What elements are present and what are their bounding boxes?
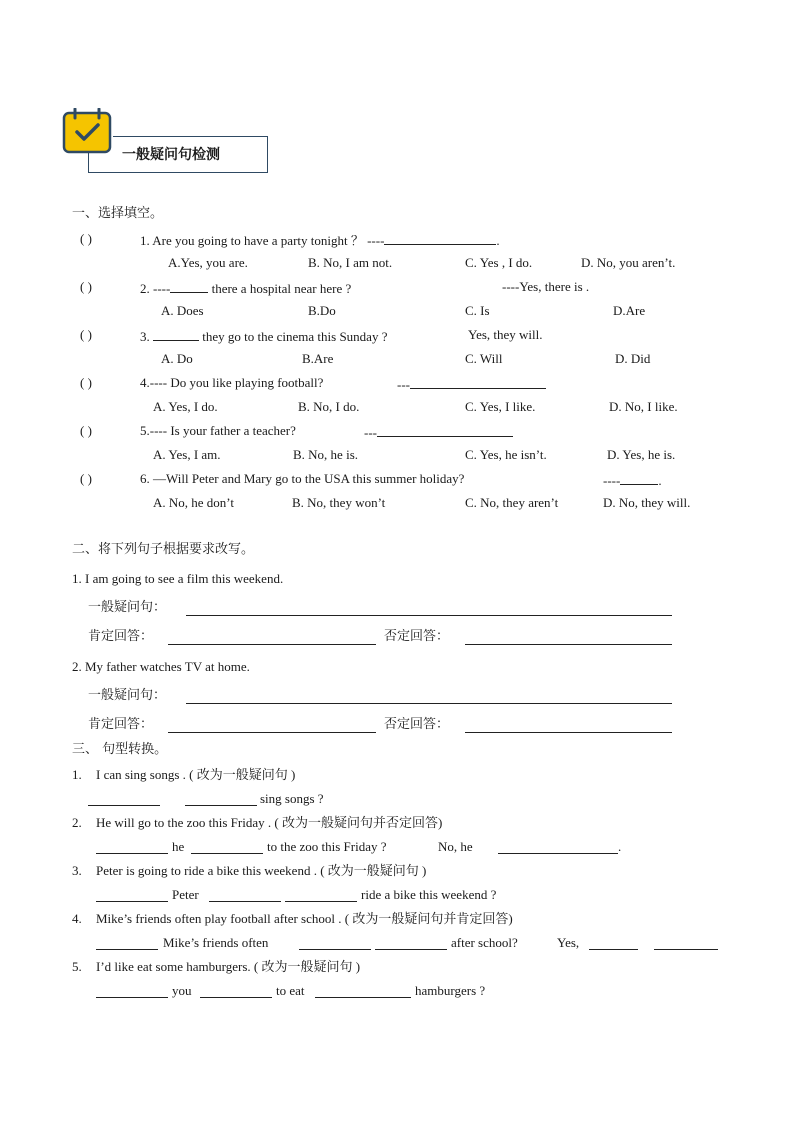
q6-option-c: C. No, they aren’t: [465, 495, 559, 510]
item4-answer-text: after school?: [451, 935, 518, 950]
q2-answer: ----Yes, there is .: [502, 279, 590, 294]
q5-stem: 5.---- Is your father a teacher?: [140, 423, 296, 438]
answer-line[interactable]: [96, 853, 168, 854]
item5-prompt: I’d like eat some hamburgers. ( 改为一般疑问句 ): [96, 959, 361, 975]
q3-answer: Yes, they will.: [468, 327, 543, 342]
answer-line[interactable]: [185, 805, 257, 806]
answer-line[interactable]: [186, 615, 672, 616]
q2-option-b: B.Do: [308, 303, 336, 318]
label-no: 否定回答：: [384, 629, 450, 644]
q1-option-a: A.Yes, you are.: [168, 255, 248, 270]
item4-answer-text: Mike’s friends often: [163, 935, 269, 950]
q4-option-d: D. No, I like.: [609, 399, 678, 414]
badge-frame-bottom: [88, 172, 268, 173]
q5-option-a: A. Yes, I am.: [153, 447, 221, 462]
answer-blank[interactable]: [377, 424, 513, 437]
q5-option-b: B. No, he is.: [293, 447, 358, 462]
item2-answer-text: No, he: [438, 839, 473, 854]
badge-frame-right: [267, 136, 268, 173]
answer-line[interactable]: [654, 949, 718, 950]
answer-line[interactable]: [209, 901, 281, 902]
answer-line[interactable]: [498, 853, 618, 854]
item4-prompt: Mike’s friends often play football after school . ( 改为一般疑问句并肯定回答): [96, 911, 513, 927]
answer-paren: ( ): [80, 327, 92, 342]
q6-option-b: B. No, they won’t: [292, 495, 386, 510]
q1-option-c: C. Yes , I do.: [465, 255, 533, 270]
answer-paren: ( ): [80, 423, 92, 438]
answer-line[interactable]: [375, 949, 447, 950]
label-no: 否定回答：: [384, 717, 450, 732]
q6-option-d: D. No, they will.: [603, 495, 691, 510]
q4-option-a: A. Yes, I do.: [153, 399, 218, 414]
answer-line[interactable]: [96, 901, 168, 902]
q4-option-c: C. Yes, I like.: [465, 399, 536, 414]
answer-line[interactable]: [191, 853, 263, 854]
q4-option-b: B. No, I do.: [298, 399, 360, 414]
answer-blank[interactable]: [384, 232, 496, 245]
label-yes: 肯定回答：: [88, 629, 154, 644]
item4-answer-text: Yes,: [557, 935, 580, 950]
answer-line[interactable]: [96, 949, 158, 950]
q5-option-d: D. Yes, he is.: [607, 447, 676, 462]
item-number: 2.: [72, 815, 82, 830]
q5-answer: ---: [364, 424, 513, 439]
item-number: 4.: [72, 911, 82, 926]
q1-option-d: D. No, you aren’t.: [581, 255, 676, 270]
section2-sentence-1: 1. I am going to see a film this weekend.: [72, 571, 284, 586]
item2-answer-text: he: [172, 839, 185, 854]
answer-paren: ( ): [80, 375, 92, 390]
answer-paren: ( ): [80, 231, 92, 246]
answer-blank[interactable]: [410, 376, 546, 389]
answer-blank[interactable]: [153, 328, 199, 341]
q2-stem: 2. ---- there a hospital near here ?: [140, 281, 352, 296]
answer-blank[interactable]: [620, 472, 658, 485]
answer-paren: ( ): [80, 279, 92, 294]
section2-heading: 二、将下列句子根据要求改写。: [72, 542, 255, 557]
item2-period: .: [618, 839, 622, 854]
section3-heading: 三、 句型转换。: [72, 742, 168, 757]
answer-line[interactable]: [168, 644, 376, 645]
label-question: 一般疑问句：: [88, 600, 167, 615]
q2-option-a: A. Does: [161, 303, 204, 318]
item1-answer-text: sing songs ?: [260, 791, 324, 806]
calendar-check-icon: [62, 108, 112, 154]
q3-option-c: C. Will: [465, 351, 503, 366]
q2-option-d: D.Are: [613, 303, 646, 318]
item2-answer-text: to the zoo this Friday ?: [267, 839, 387, 854]
item-number: 1.: [72, 767, 82, 782]
answer-blank[interactable]: [170, 280, 208, 293]
q4-answer: ---: [397, 376, 546, 391]
answer-line[interactable]: [168, 732, 376, 733]
item2-prompt: He will go to the zoo this Friday . ( 改为一般疑问句并否定回答): [96, 815, 443, 831]
q3-option-d: D. Did: [615, 351, 651, 366]
q6-stem: 6. —Will Peter and Mary go to the USA this summer holiday?: [140, 471, 465, 486]
item3-answer-text: Peter: [172, 887, 199, 902]
q3-option-b: B.Are: [302, 351, 334, 366]
answer-line[interactable]: [186, 703, 672, 704]
answer-line[interactable]: [315, 997, 411, 998]
label-yes: 肯定回答：: [88, 717, 154, 732]
answer-paren: ( ): [80, 471, 92, 486]
badge-frame-top: [113, 136, 268, 137]
item5-answer-text: you: [172, 983, 192, 998]
item5-answer-text: to eat: [276, 983, 305, 998]
q3-option-a: A. Do: [161, 351, 193, 366]
item3-prompt: Peter is going to ride a bike this weekend . ( 改为一般疑问句 ): [96, 863, 427, 879]
answer-line[interactable]: [465, 644, 672, 645]
q4-stem: 4.---- Do you like playing football?: [140, 375, 324, 390]
badge-frame-left: [88, 152, 89, 173]
answer-line[interactable]: [299, 949, 371, 950]
answer-line[interactable]: [88, 805, 160, 806]
q6-option-a: A. No, he don’t: [153, 495, 235, 510]
q5-option-c: C. Yes, he isn’t.: [465, 447, 547, 462]
item-number: 3.: [72, 863, 82, 878]
q1-stem: 1. Are you going to have a party tonight ？ ---- .: [140, 233, 500, 248]
q3-stem: 3. they go to the cinema this Sunday ?: [140, 329, 388, 344]
item-number: 5.: [72, 959, 82, 974]
item3-answer-text: ride a bike this weekend ?: [361, 887, 497, 902]
answer-line[interactable]: [200, 997, 272, 998]
q6-answer: ---- .: [603, 473, 662, 488]
answer-line[interactable]: [465, 732, 672, 733]
item1-prompt: I can sing songs . ( 改为一般疑问句 ): [96, 767, 296, 783]
q2-option-c: C. Is: [465, 303, 490, 318]
answer-line[interactable]: [589, 949, 638, 950]
page-title: 一般疑问句检测: [122, 147, 220, 163]
section2-sentence-2: 2. My father watches TV at home.: [72, 659, 250, 674]
answer-line[interactable]: [285, 901, 357, 902]
section1-heading: 一、选择填空。: [72, 206, 164, 221]
item5-answer-text: hamburgers ?: [415, 983, 486, 998]
answer-line[interactable]: [96, 997, 168, 998]
q1-option-b: B. No, I am not.: [308, 255, 393, 270]
label-question: 一般疑问句：: [88, 688, 167, 703]
